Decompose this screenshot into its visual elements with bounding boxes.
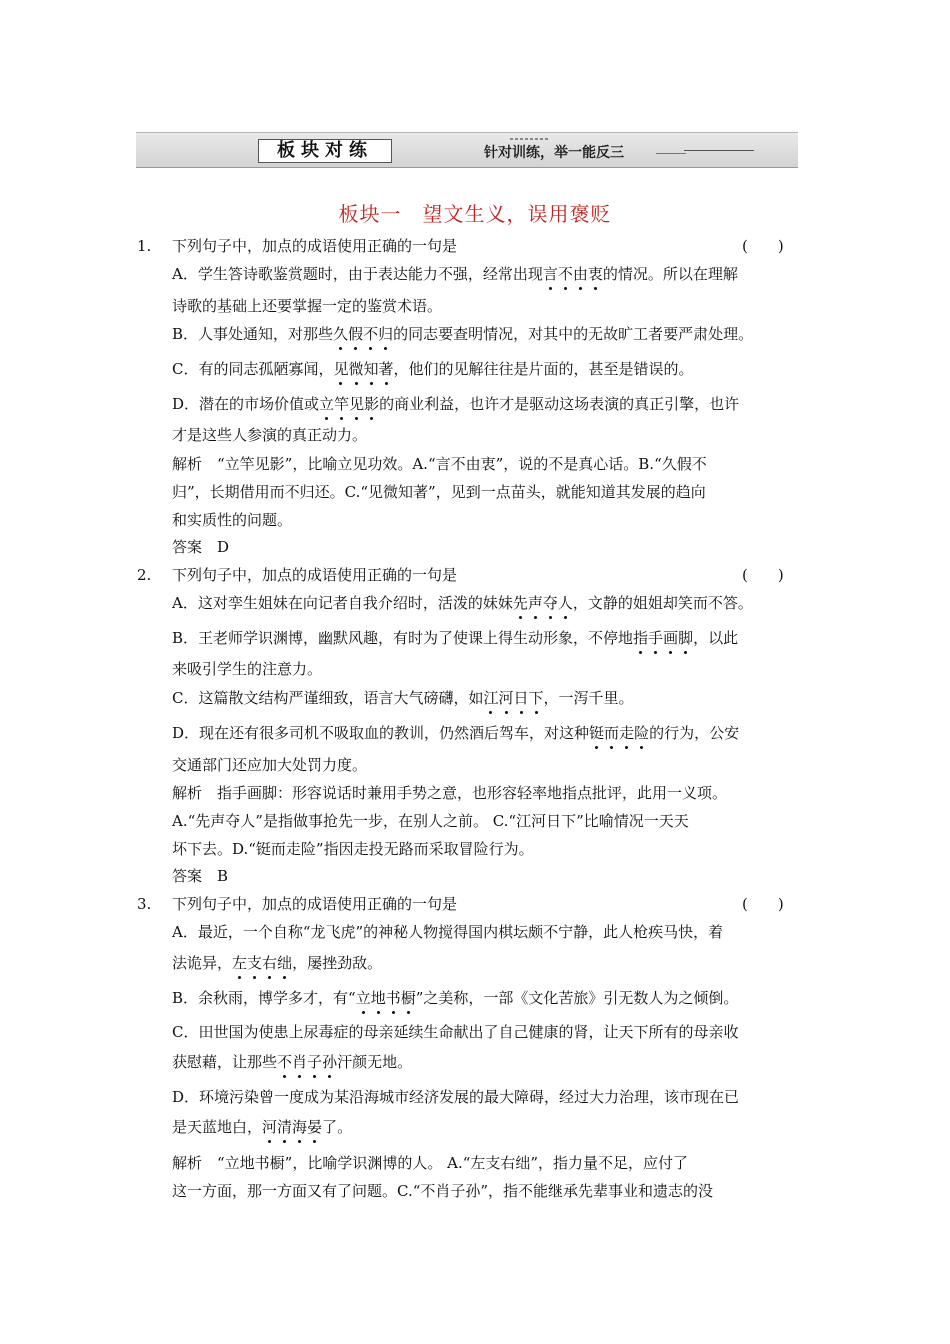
dotted-idiom: 立地书橱 (355, 989, 416, 1007)
option-a: A．这对孪生姐妹在向记者自我介绍时，活泼的妹妹先声夺人，文静的姐姐却笑而不答。 (172, 594, 753, 612)
banner-tagline: 针对训练，举一能反三 (484, 145, 624, 161)
dotted-idiom: 久假不归 (333, 325, 394, 343)
answer-blank: ( ) (742, 237, 784, 255)
dotted-idiom: 江河日下 (483, 689, 544, 707)
banner-decoration (684, 150, 754, 151)
option-c: C．有的同志孤陋寡闻，见微知著，他们的见解往往是片面的，甚至是错误的。 (172, 360, 694, 378)
dotted-idiom: 铤而走险 (589, 724, 650, 742)
banner-box-label: 板块对练 (258, 139, 392, 163)
dotted-idiom: 见微知著 (333, 360, 394, 378)
analysis: 归”，长期借用而不归还。C.“见微知著”，见到一点苗头，就能知道其发展的趋向 (172, 483, 706, 501)
analysis: 解析 “立地书橱”，比喻学识渊博的人。 A.“左支右绌”，指力量不足，应付了 (172, 1154, 689, 1172)
banner-decoration (510, 138, 548, 140)
option-d: D．现在还有很多司机不吸取血的教训，仍然酒后驾车，对这种铤而走险的行为，公安 (172, 724, 740, 742)
option-c: C．田世国为使患上尿毒症的母亲延续生命献出了自己健康的肾，让天下所有的母亲收 (172, 1023, 739, 1041)
question-stem: 下列句子中，加点的成语使用正确的一句是 (172, 895, 458, 913)
dotted-idiom: 指手画脚 (633, 629, 694, 647)
option-a-cont: 诗歌的基础上还要掌握一定的鉴赏术语。 (172, 297, 443, 315)
option-b: B．余秋雨，博学多才，有“立地书橱”之美称，一部《文化苦旅》引无数人为之倾倒。 (172, 989, 739, 1007)
option-a: A．最近，一个自称“龙飞虎”的神秘人物搅得国内棋坛颇不宁静，此人枪疾马快，着 (172, 923, 724, 941)
option-b: B．人事处通知，对那些久假不归的同志要查明情况，对其中的无故旷工者要严肃处理。 (172, 325, 754, 343)
option-d-cont: 交通部门还应加大处罚力度。 (172, 756, 368, 774)
analysis: 这一方面，那一方面又有了问题。C.“不肖子孙”，指不能继承先辈事业和遗志的没 (172, 1182, 714, 1200)
section-title: 板块一 望文生义，误用褒贬 (338, 202, 612, 226)
option-d-cont: 是天蓝地白，河清海晏了。 (172, 1118, 353, 1136)
option-b-cont: 来吸引学生的注意力。 (172, 660, 323, 678)
answer-blank: ( ) (742, 566, 784, 584)
dotted-idiom: 言不由衷 (542, 265, 603, 283)
answer: 答案 B (172, 867, 229, 885)
analysis: 解析 “立竿见影”，比喻立见功效。A.“言不由衷”，说的不是真心话。B.“久假不 (172, 455, 707, 473)
analysis: A.“先声夺人”是指做事抢先一步，在别人之前。 C.“江河日下”比喻情况一天天 (172, 812, 689, 830)
dotted-idiom: 不肖子孙 (277, 1053, 338, 1071)
option-c-cont: 获慰藉，让那些不肖子孙汗颜无地。 (172, 1053, 413, 1071)
option-a-cont: 法诡异，左支右绌，屡挫劲敌。 (172, 954, 383, 972)
question-number: 3. (137, 895, 152, 913)
answer-blank: ( ) (742, 895, 784, 913)
option-b: B．王老师学识渊博，幽默风趣，有时为了使课上得生动形象，不停地指手画脚，以此 (172, 629, 739, 647)
dotted-idiom: 立竿见影 (319, 395, 380, 413)
question-stem: 下列句子中，加点的成语使用正确的一句是 (172, 237, 458, 255)
analysis: 坏下去。D.“铤而走险”指因走投无路而采取冒险行为。 (172, 840, 534, 858)
option-d-cont: 才是这些人参演的真正动力。 (172, 426, 368, 444)
banner-decoration (656, 153, 686, 154)
analysis: 解析 指手画脚：形容说话时兼用手势之意，也形容轻率地指点批评，此用一义项。 (172, 784, 728, 802)
dotted-idiom: 河清海晏 (262, 1118, 323, 1136)
option-d: D．潜在的市场价值或立竿见影的商业利益，也许才是驱动这场表演的真正引擎，也许 (172, 395, 740, 413)
section-banner (136, 132, 798, 168)
dotted-idiom: 左支右绌 (232, 954, 293, 972)
question-stem: 下列句子中，加点的成语使用正确的一句是 (172, 566, 458, 584)
answer: 答案 D (172, 538, 230, 556)
dotted-idiom: 先声夺人 (512, 594, 573, 612)
question-number: 2. (137, 566, 152, 584)
question-number: 1. (137, 237, 152, 255)
option-a: A．学生答诗歌鉴赏题时，由于表达能力不强，经常出现言不由衷的情况。所以在理解 (172, 265, 738, 283)
option-c: C．这篇散文结构严谨细致，语言大气磅礴，如江河日下，一泻千里。 (172, 689, 634, 707)
analysis: 和实质性的问题。 (172, 511, 293, 529)
option-d: D．环境污染曾一度成为某沿海城市经济发展的最大障碍，经过大力治理，该市现在已 (172, 1088, 740, 1106)
